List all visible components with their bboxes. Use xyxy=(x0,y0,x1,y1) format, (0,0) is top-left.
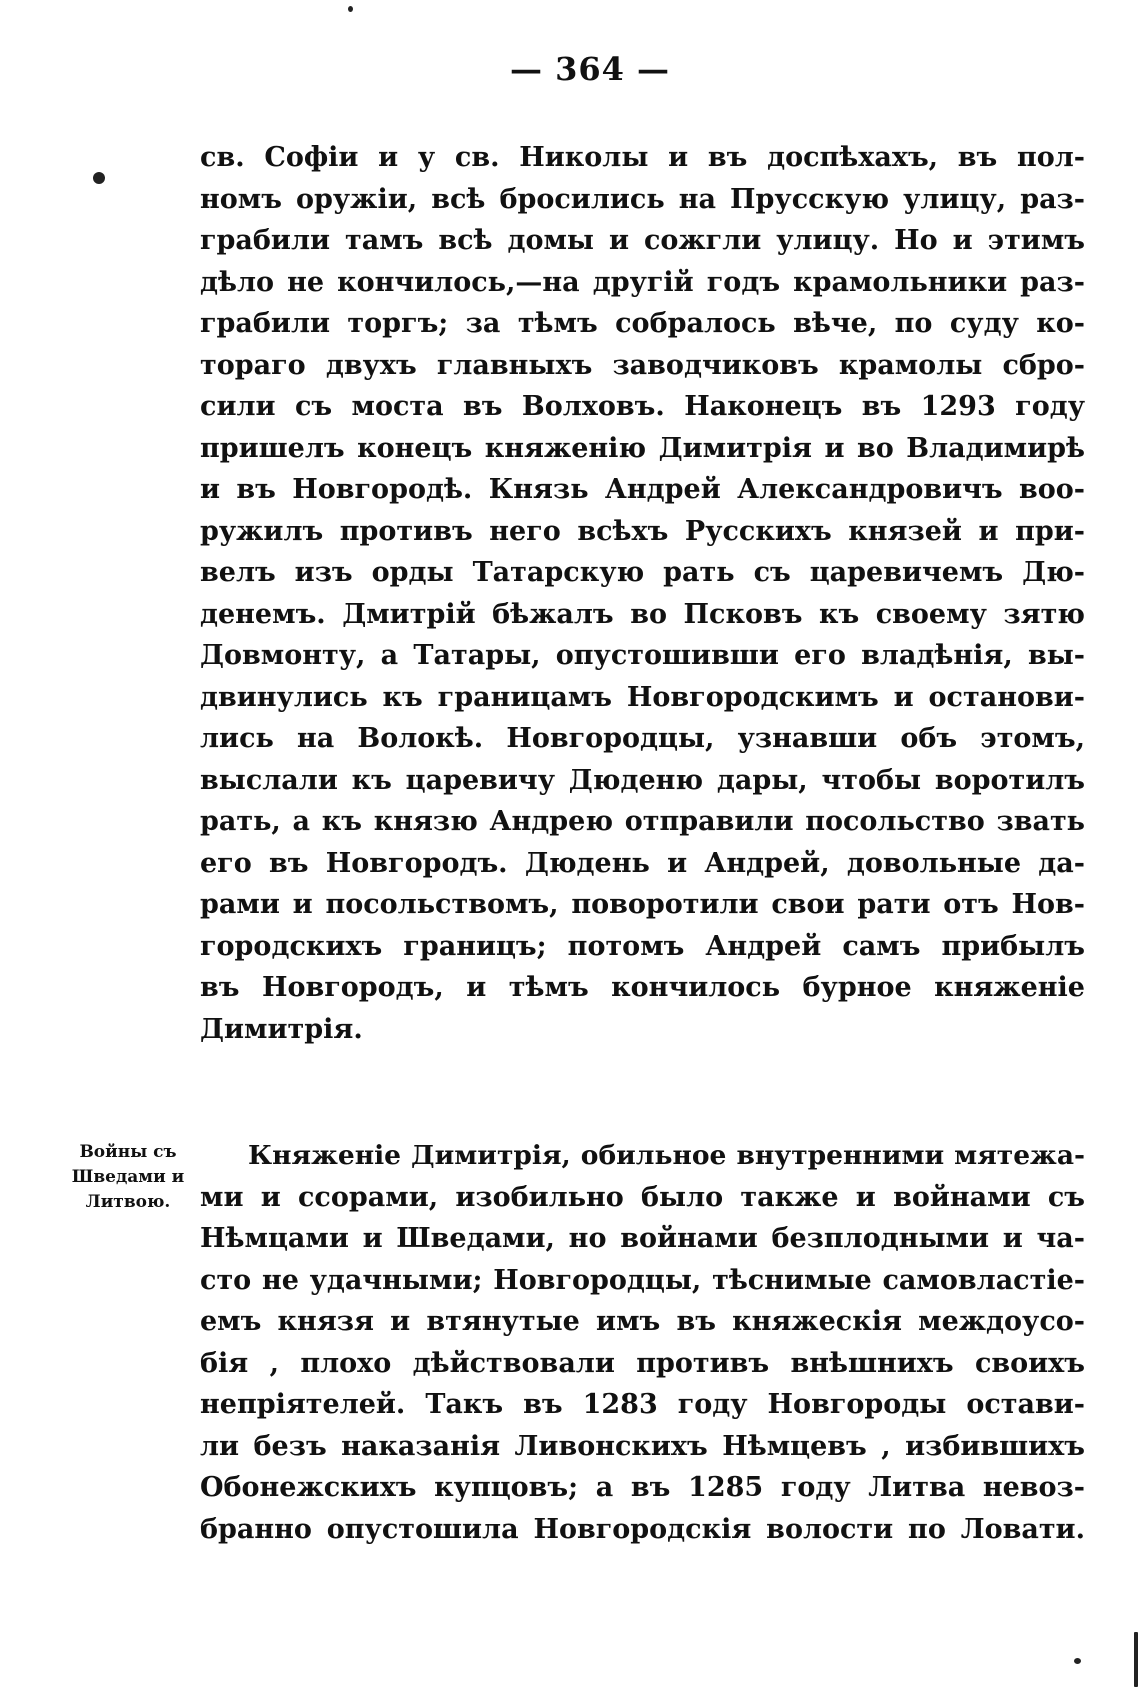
text-line: номъ оружіи, всѣ бросились на Прусскую улицу, раз- xyxy=(200,183,1085,215)
text-line: ружилъ противъ него всѣхъ Русскихъ князей и при- xyxy=(200,515,1085,547)
margin-note-line: Шведами и xyxy=(71,1167,185,1187)
text-line: тораго двухъ главныхъ заводчиковъ крамолы сбро- xyxy=(200,349,1085,381)
text-line: дѣло не кончилось,—на другій годъ крамольники раз- xyxy=(200,266,1085,298)
text-line: городскихъ границъ; потомъ Андрей самъ прибылъ xyxy=(200,930,1085,962)
text-line: денемъ. Дмитрій бѣжалъ во Псковъ къ своему зятю xyxy=(200,598,1085,630)
text-line: Обонежскихъ купцовъ; а въ 1285 году Литва невоз- xyxy=(200,1472,1085,1503)
scan-speck xyxy=(1134,1632,1138,1687)
text-line: ли безъ наказанія Ливонскихъ Нѣмцевъ , избившихъ xyxy=(200,1430,1085,1462)
text-line: грабили торгъ; за тѣмъ собралось вѣче, по суду ко- xyxy=(200,308,1085,339)
scan-speck xyxy=(348,6,353,12)
margin-note-line: Войны съ xyxy=(79,1142,177,1162)
margin-note-line: Литвою. xyxy=(85,1192,171,1212)
text-line: рать, а къ князю Андрею отправили посольство звать xyxy=(200,806,1085,837)
text-line: непріятелей. Такъ въ 1283 году Новгороды остави- xyxy=(200,1389,1085,1420)
text-line: двинулись къ границамъ Новгородскимъ и останови- xyxy=(200,681,1085,713)
margin-note xyxy=(58,1140,198,1215)
text-line: бранно опустошила Новгородскія волости по Ловати. xyxy=(200,1513,1085,1545)
text-line: грабили тамъ всѣ домы и сожгли улицу. Но и этимъ xyxy=(200,225,1085,256)
text-line: выслали къ царевичу Дюденю дары, чтобы воротилъ xyxy=(200,764,1085,796)
text-line: въ Новгородъ, и тѣмъ кончилось бурное княженіе xyxy=(200,972,1085,1003)
text-line: и въ Новгородѣ. Князь Андрей Александровичъ воо- xyxy=(200,474,1085,505)
page-number: — 364 — xyxy=(509,50,671,88)
text-line: ми и ссорами, изобильно было также и войнами съ xyxy=(200,1181,1085,1213)
text-line: св. Софіи и у св. Николы и въ доспѣхахъ, въ пол- xyxy=(200,142,1085,173)
text-line: лись на Волокѣ. Новгородцы, узнавши объ этомъ, xyxy=(200,723,1085,754)
scan-speck xyxy=(93,172,105,184)
text-line: сто не удачными; Новгородцы, тѣснимые самовластіе- xyxy=(200,1264,1085,1296)
text-line: емъ князя и втянутые имъ въ княжескія междоусо- xyxy=(200,1306,1085,1337)
text-line: Нѣмцами и Шведами, но войнами безплодными и ча- xyxy=(200,1223,1085,1254)
text-line: Димитрія. xyxy=(200,1013,363,1045)
text-line: пришелъ конецъ княженію Димитрія и во Владимирѣ xyxy=(200,432,1085,464)
text-line: сили съ моста въ Волховъ. Наконецъ въ 1293 году xyxy=(200,391,1085,422)
text-line: Княженіе Димитрія, обильное внутренними мятежа- xyxy=(248,1140,1085,1171)
paragraph-1 xyxy=(200,137,1085,1050)
text-line: Довмонту, а Татары, опустошивши его владѣнія, вы- xyxy=(200,640,1085,671)
text-line: велъ изъ орды Татарскую рать съ царевичемъ Дю- xyxy=(200,557,1085,588)
text-line: бія , плохо дѣйствовали противъ внѣшнихъ своихъ xyxy=(200,1347,1085,1379)
paragraph-2 xyxy=(200,1135,1085,1550)
text-line: рами и посольствомъ, поворотили свои рати отъ Нов- xyxy=(200,889,1085,920)
text-line: его въ Новгородъ. Дюдень и Андрей, довольные да- xyxy=(200,847,1085,879)
scan-speck xyxy=(1074,1658,1081,1664)
